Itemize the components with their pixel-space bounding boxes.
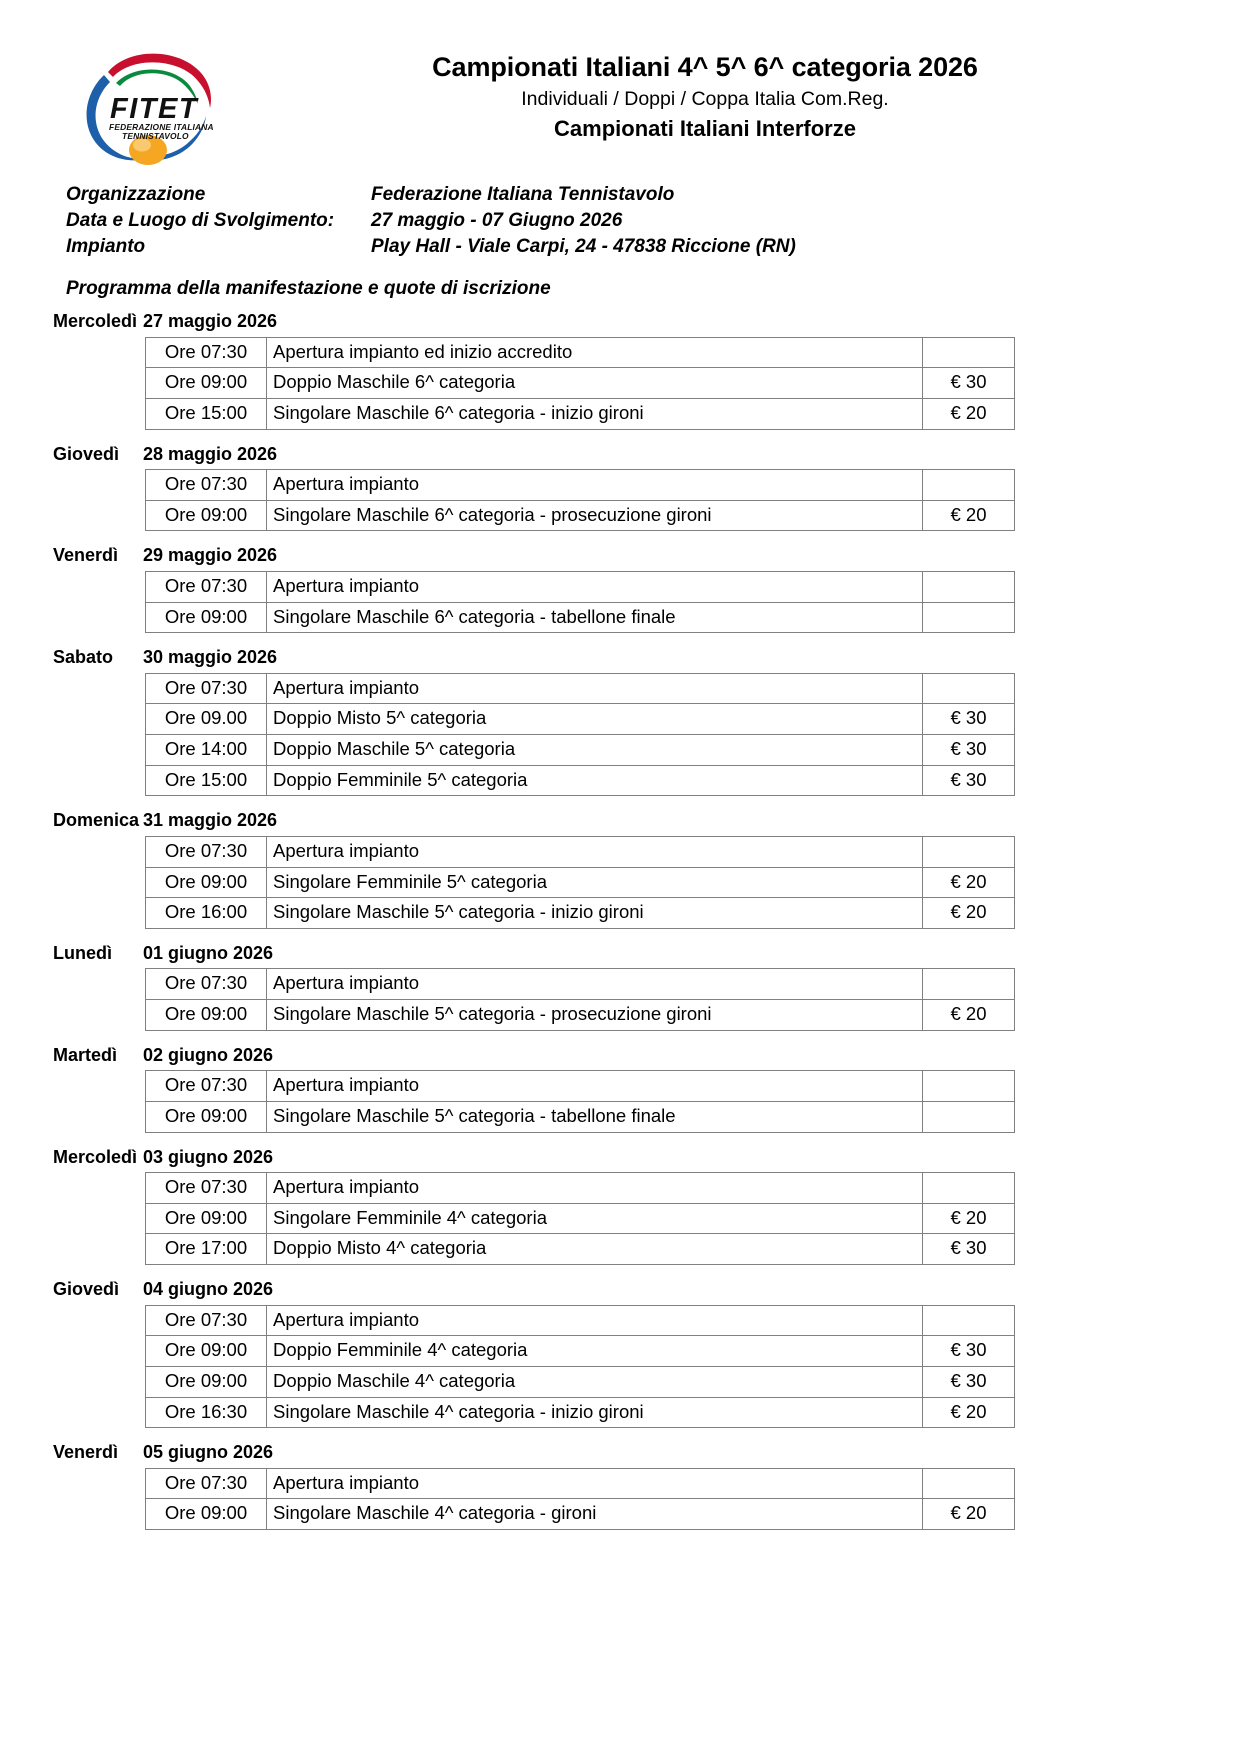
day-weekday: Giovedì xyxy=(53,443,120,464)
info-label-organizzazione: Organizzazione xyxy=(66,184,206,205)
cell-fee: € 30 xyxy=(923,1366,1015,1397)
day-schedule-table xyxy=(145,1172,1015,1265)
table-row xyxy=(146,969,1015,1000)
day-date: 30 maggio 2026 xyxy=(143,647,278,668)
cell-time: Ore 07:30 xyxy=(146,571,267,602)
cell-fee: € 20 xyxy=(923,500,1015,531)
cell-description: Apertura impianto xyxy=(267,969,923,1000)
document-header xyxy=(0,0,1240,150)
cell-fee: € 30 xyxy=(923,765,1015,796)
day-title xyxy=(0,942,1240,965)
day-date: 31 maggio 2026 xyxy=(143,810,278,831)
table-row xyxy=(146,1173,1015,1204)
table-row xyxy=(146,1305,1015,1336)
day-date: 28 maggio 2026 xyxy=(143,443,278,464)
day-block xyxy=(0,443,1240,532)
cell-time: Ore 09:00 xyxy=(146,1336,267,1367)
cell-description: Apertura impianto xyxy=(267,470,923,501)
cell-time: Ore 07:30 xyxy=(146,836,267,867)
info-value-organizzazione: Federazione Italiana Tennistavolo xyxy=(371,184,675,205)
cell-description: Doppio Maschile 6^ categoria xyxy=(267,368,923,399)
cell-description: Apertura impianto xyxy=(267,1468,923,1499)
table-row xyxy=(146,867,1015,898)
info-label-impianto: Impianto xyxy=(66,236,146,258)
day-schedule-table xyxy=(145,1305,1015,1429)
cell-time: Ore 09.00 xyxy=(146,704,267,735)
table-row xyxy=(146,765,1015,796)
cell-fee: € 30 xyxy=(923,735,1015,766)
info-row xyxy=(66,182,796,208)
cell-description: Singolare Maschile 6^ categoria - tabellone finale xyxy=(267,602,923,633)
day-date: 02 giugno 2026 xyxy=(143,1044,274,1065)
table-row xyxy=(146,337,1015,368)
day-schedule-table xyxy=(145,968,1015,1030)
svg-text:TENNISTAVOLO: TENNISTAVOLO xyxy=(122,131,189,141)
table-row xyxy=(146,1366,1015,1397)
cell-description: Doppio Misto 4^ categoria xyxy=(267,1234,923,1265)
day-block xyxy=(0,646,1240,796)
info-value-impianto: Play Hall - Viale Carpi, 24 - 47838 Riccione (RN) xyxy=(371,236,796,258)
cell-description: Singolare Maschile 5^ categoria - prosecuzione gironi xyxy=(267,1000,923,1031)
cell-description: Singolare Maschile 5^ categoria - inizio gironi xyxy=(267,898,923,929)
table-row xyxy=(146,673,1015,704)
day-weekday: Lunedì xyxy=(53,942,112,963)
cell-fee: € 20 xyxy=(923,398,1015,429)
cell-fee: € 30 xyxy=(923,1336,1015,1367)
cell-description: Doppio Maschile 4^ categoria xyxy=(267,1366,923,1397)
day-date: 29 maggio 2026 xyxy=(143,545,278,566)
cell-description: Singolare Maschile 4^ categoria - inizio gironi xyxy=(267,1397,923,1428)
table-row xyxy=(146,500,1015,531)
table-row xyxy=(146,1071,1015,1102)
day-block xyxy=(0,544,1240,633)
day-title xyxy=(0,443,1240,466)
day-title xyxy=(0,544,1240,567)
cell-fee: € 20 xyxy=(923,1203,1015,1234)
day-date: 05 giugno 2026 xyxy=(143,1442,274,1463)
cell-time: Ore 09:00 xyxy=(146,867,267,898)
cell-time: Ore 07:30 xyxy=(146,1173,267,1204)
info-label-data-luogo: Data e Luogo di Svolgimento: xyxy=(66,210,335,232)
day-title xyxy=(0,1278,1240,1301)
day-title xyxy=(0,1146,1240,1169)
day-schedule-table xyxy=(145,337,1015,430)
day-schedule-table xyxy=(145,571,1015,633)
svg-text:FITET: FITET xyxy=(110,93,199,125)
cell-fee: € 30 xyxy=(923,368,1015,399)
cell-time: Ore 16:30 xyxy=(146,1397,267,1428)
cell-time: Ore 09:00 xyxy=(146,500,267,531)
cell-description: Apertura impianto xyxy=(267,1173,923,1204)
cell-time: Ore 07:30 xyxy=(146,1071,267,1102)
day-block xyxy=(0,1044,1240,1133)
day-weekday: Venerdì xyxy=(53,1442,119,1463)
cell-description: Singolare Femminile 4^ categoria xyxy=(267,1203,923,1234)
cell-fee xyxy=(923,673,1015,704)
cell-fee xyxy=(923,571,1015,602)
cell-description: Singolare Maschile 6^ categoria - inizio gironi xyxy=(267,398,923,429)
table-row xyxy=(146,704,1015,735)
day-block xyxy=(0,310,1240,430)
cell-time: Ore 09:00 xyxy=(146,1366,267,1397)
cell-time: Ore 17:00 xyxy=(146,1234,267,1265)
cell-description: Singolare Femminile 5^ categoria xyxy=(267,867,923,898)
day-schedule-table xyxy=(145,836,1015,929)
cell-fee xyxy=(923,337,1015,368)
cell-description: Apertura impianto xyxy=(267,1305,923,1336)
day-schedule-table xyxy=(145,469,1015,531)
day-title xyxy=(0,1044,1240,1067)
cell-time: Ore 07:30 xyxy=(146,1468,267,1499)
day-schedule-table xyxy=(145,673,1015,797)
cell-time: Ore 09:00 xyxy=(146,1000,267,1031)
day-date: 27 maggio 2026 xyxy=(143,311,278,331)
cell-time: Ore 15:00 xyxy=(146,398,267,429)
cell-time: Ore 14:00 xyxy=(146,735,267,766)
table-row xyxy=(146,1468,1015,1499)
cell-time: Ore 09:00 xyxy=(146,368,267,399)
cell-time: Ore 09:00 xyxy=(146,1101,267,1132)
cell-fee xyxy=(923,836,1015,867)
cell-description: Doppio Maschile 5^ categoria xyxy=(267,735,923,766)
cell-time: Ore 16:00 xyxy=(146,898,267,929)
day-date: 03 giugno 2026 xyxy=(143,1146,274,1167)
cell-description: Apertura impianto xyxy=(267,673,923,704)
cell-time: Ore 07:30 xyxy=(146,673,267,704)
day-title xyxy=(0,310,1240,333)
cell-time: Ore 07:30 xyxy=(146,969,267,1000)
day-schedule-table xyxy=(145,1070,1015,1132)
day-weekday: Mercoledì xyxy=(53,1146,138,1167)
table-row xyxy=(146,1397,1015,1428)
svg-text:FEDERAZIONE ITALIANA: FEDERAZIONE ITALIANA xyxy=(109,122,214,132)
cell-time: Ore 07:30 xyxy=(146,337,267,368)
table-row xyxy=(146,1000,1015,1031)
cell-fee xyxy=(923,470,1015,501)
info-value-data-luogo: 27 maggio - 07 Giugno 2026 xyxy=(371,210,623,232)
day-block xyxy=(0,1278,1240,1428)
cell-description: Doppio Femminile 5^ categoria xyxy=(267,765,923,796)
cell-description: Singolare Maschile 5^ categoria - tabellone finale xyxy=(267,1101,923,1132)
day-date: 01 giugno 2026 xyxy=(143,942,274,963)
cell-fee: € 20 xyxy=(923,1499,1015,1530)
table-row xyxy=(146,602,1015,633)
cell-fee xyxy=(923,1173,1015,1204)
day-title xyxy=(0,1441,1240,1464)
event-info xyxy=(66,182,796,260)
table-row xyxy=(146,735,1015,766)
cell-time: Ore 07:30 xyxy=(146,470,267,501)
table-row xyxy=(146,1336,1015,1367)
cell-time: Ore 07:30 xyxy=(146,1305,267,1336)
cell-description: Doppio Femminile 4^ categoria xyxy=(267,1336,923,1367)
table-row xyxy=(146,1499,1015,1530)
day-schedule-table xyxy=(145,1468,1015,1530)
cell-description: Apertura impianto xyxy=(267,571,923,602)
cell-description: Apertura impianto xyxy=(267,836,923,867)
page-subtitle: Individuali / Doppi / Coppa Italia Com.Reg. xyxy=(521,88,889,111)
cell-fee xyxy=(923,1071,1015,1102)
cell-fee: € 30 xyxy=(923,1234,1015,1265)
cell-time: Ore 09:00 xyxy=(146,1203,267,1234)
cell-time: Ore 09:00 xyxy=(146,1499,267,1530)
day-weekday: Sabato xyxy=(53,647,114,668)
cell-description: Doppio Misto 5^ categoria xyxy=(267,704,923,735)
info-row xyxy=(66,208,796,234)
day-title xyxy=(0,646,1240,669)
schedule-list xyxy=(0,310,1240,1543)
program-heading: Programma della manifestazione e quote di iscrizione xyxy=(66,278,551,299)
page-title: Campionati Italiani 4^ 5^ 6^ categoria 2026 xyxy=(432,52,978,82)
cell-fee: € 20 xyxy=(923,898,1015,929)
cell-fee: € 30 xyxy=(923,704,1015,735)
cell-fee xyxy=(923,969,1015,1000)
day-weekday: Mercoledì xyxy=(53,311,138,331)
table-row xyxy=(146,898,1015,929)
cell-description: Singolare Maschile 4^ categoria - gironi xyxy=(267,1499,923,1530)
day-weekday: Giovedì xyxy=(53,1279,120,1300)
table-row xyxy=(146,1234,1015,1265)
page-subtitle-secondary: Campionati Italiani Interforze xyxy=(554,116,856,142)
day-block xyxy=(0,1441,1240,1530)
day-block xyxy=(0,1146,1240,1266)
info-row xyxy=(66,234,796,260)
table-row xyxy=(146,368,1015,399)
table-row xyxy=(146,398,1015,429)
cell-time: Ore 09:00 xyxy=(146,602,267,633)
cell-description: Singolare Maschile 6^ categoria - prosecuzione gironi xyxy=(267,500,923,531)
table-row xyxy=(146,836,1015,867)
cell-fee: € 20 xyxy=(923,867,1015,898)
cell-description: Apertura impianto xyxy=(267,1071,923,1102)
table-row xyxy=(146,470,1015,501)
day-block xyxy=(0,809,1240,929)
cell-fee xyxy=(923,1305,1015,1336)
table-row xyxy=(146,1203,1015,1234)
day-title xyxy=(0,809,1240,832)
cell-fee xyxy=(923,602,1015,633)
cell-time: Ore 15:00 xyxy=(146,765,267,796)
day-weekday: Domenica xyxy=(53,810,140,831)
cell-fee: € 20 xyxy=(923,1397,1015,1428)
day-weekday: Martedì xyxy=(53,1044,118,1065)
day-block xyxy=(0,942,1240,1031)
fitet-logo xyxy=(70,42,225,167)
cell-fee xyxy=(923,1468,1015,1499)
day-date: 04 giugno 2026 xyxy=(143,1279,274,1300)
title-block xyxy=(230,52,1180,144)
cell-fee: € 20 xyxy=(923,1000,1015,1031)
cell-description: Apertura impianto ed inizio accredito xyxy=(267,337,923,368)
day-weekday: Venerdì xyxy=(53,545,119,566)
table-row xyxy=(146,571,1015,602)
table-row xyxy=(146,1101,1015,1132)
cell-fee xyxy=(923,1101,1015,1132)
